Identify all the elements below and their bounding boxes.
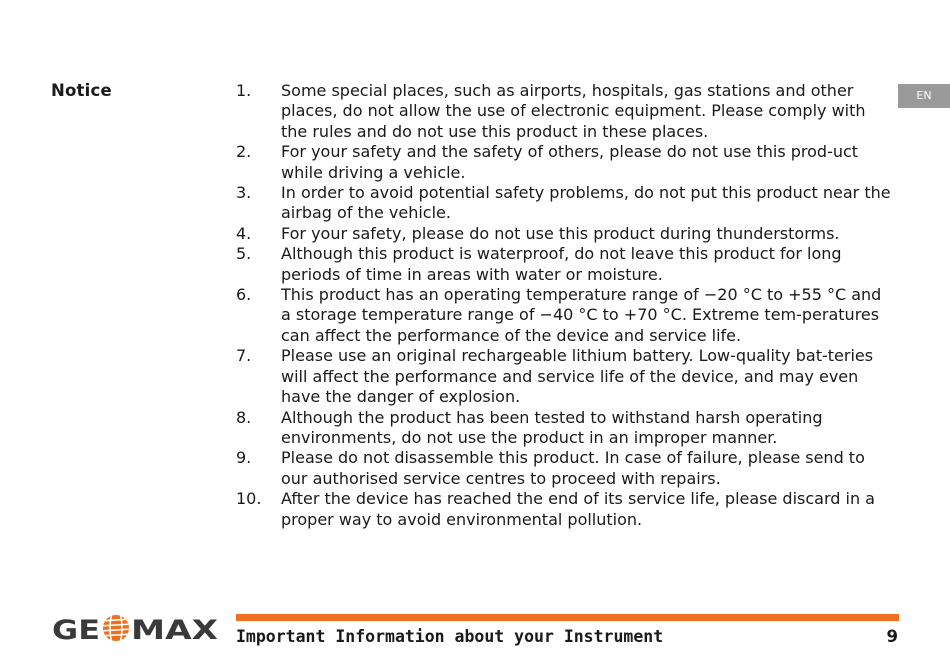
list-item [236,448,896,489]
item-text: Although the product has been tested to withstand harsh operating environments, do not use the product in an improper manner. [281,407,823,447]
list-item [236,489,896,530]
item-text: For your safety, please do not use this product during thunderstorms. [281,223,840,243]
item-text: Some special places, such as airports, hospitals, gas stations and other places, do not allow the use of electronic equipment. Please comply with the rules and do not use this product in these places. [281,81,866,141]
list-item [236,183,896,224]
geomax-globe-icon [100,613,132,643]
item-number: 2. [236,142,252,162]
item-number: 3. [236,183,252,203]
list-item [236,224,896,244]
item-number: 9. [236,448,252,468]
item-number: 7. [236,346,252,366]
item-number: 6. [236,285,252,305]
item-text: Please use an original rechargeable lithium battery. Low-quality bat-teries will affect the performance and service life of the device, and may even have the danger of explosion. [281,346,874,407]
item-text: For your safety and the safety of others, please do not use this prod-uct while driving a vehicle. [281,142,859,182]
geomax-logo [52,613,218,643]
list-item [236,81,896,142]
list-item [236,142,896,183]
item-text: After the device has reached the end of its service life, please discard in a proper way to avoid environmental pollution. [281,489,875,529]
item-text: Please do not disassemble this product. In case of failure, please send to our authorised service centres to proceed with repairs. [281,448,865,488]
svg-text:GE: GE [52,615,100,643]
item-number: 8. [236,407,252,427]
item-number: 5. [236,244,252,264]
section-heading: Notice [51,81,112,100]
footer-accent-bar [236,614,899,621]
item-number: 4. [236,223,252,243]
list-item [236,408,896,449]
item-number: 1. [236,81,252,100]
item-text: This product has an operating temperature range of −20 °C to +55 °C and a storage temperature range of −40 °C to +70 °C. Extreme tem-peratures can affect the performance of the device and service life. [281,285,882,345]
page-number: 9 [886,627,898,646]
item-text: In order to avoid potential safety problems, do not put this product near the airbag of the vehicle. [281,183,891,223]
svg-text:MAX: MAX [131,615,218,643]
list-item [236,285,896,346]
list-item [236,346,896,407]
item-number: 10. [236,489,262,509]
footer-title: Important Information about your Instrument [236,627,664,646]
notice-list [236,81,896,530]
language-tab[interactable]: EN [898,84,950,108]
list-item [236,244,896,285]
item-text: Although this product is waterproof, do not leave this product for long periods of time in areas with water or moisture. [281,244,842,284]
